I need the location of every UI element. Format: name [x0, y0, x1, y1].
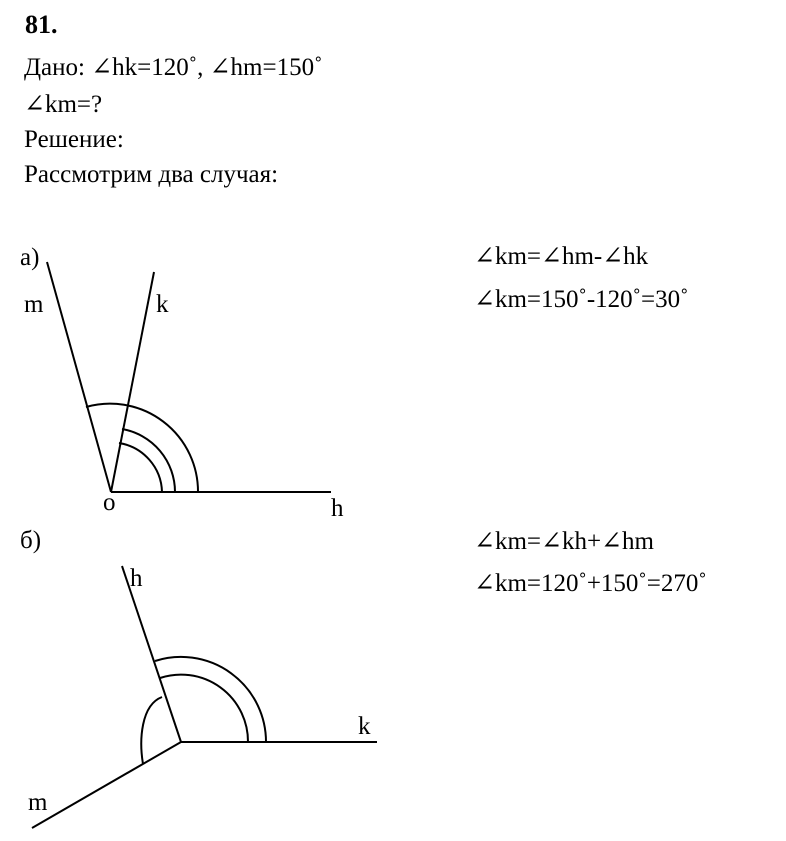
ray-om	[32, 742, 181, 828]
case-a-eq2: ∠km=150˚-120˚=30˚	[474, 286, 689, 313]
cases-intro: Рассмотрим два случая:	[24, 161, 279, 188]
case-b-label-m: m	[28, 789, 48, 816]
case-b-label-k: k	[358, 713, 371, 740]
case-a-label-m: m	[24, 291, 44, 318]
case-b-label-h: h	[130, 565, 143, 592]
case-a-label: а)	[20, 244, 40, 271]
problem-number: 81.	[25, 10, 58, 39]
case-b-label: б)	[20, 527, 42, 554]
find-line: ∠km=?	[24, 91, 103, 118]
arc-hk-inner	[160, 675, 248, 742]
given-line: Дано: ∠hk=120˚, ∠hm=150˚	[24, 54, 323, 81]
arc-hk-outer	[155, 657, 266, 742]
case-b-eq2: ∠km=120˚+150˚=270˚	[474, 570, 707, 597]
case-a-label-o: o	[103, 489, 116, 516]
case-a-eq1: ∠km=∠hm-∠hk	[474, 243, 649, 270]
case-a-label-k: k	[156, 291, 169, 318]
ray-oh	[122, 566, 181, 742]
case-b-eq1: ∠km=∠kh+∠hm	[474, 528, 654, 555]
case-a-label-h: h	[331, 495, 344, 522]
solution-label: Решение:	[24, 126, 124, 153]
